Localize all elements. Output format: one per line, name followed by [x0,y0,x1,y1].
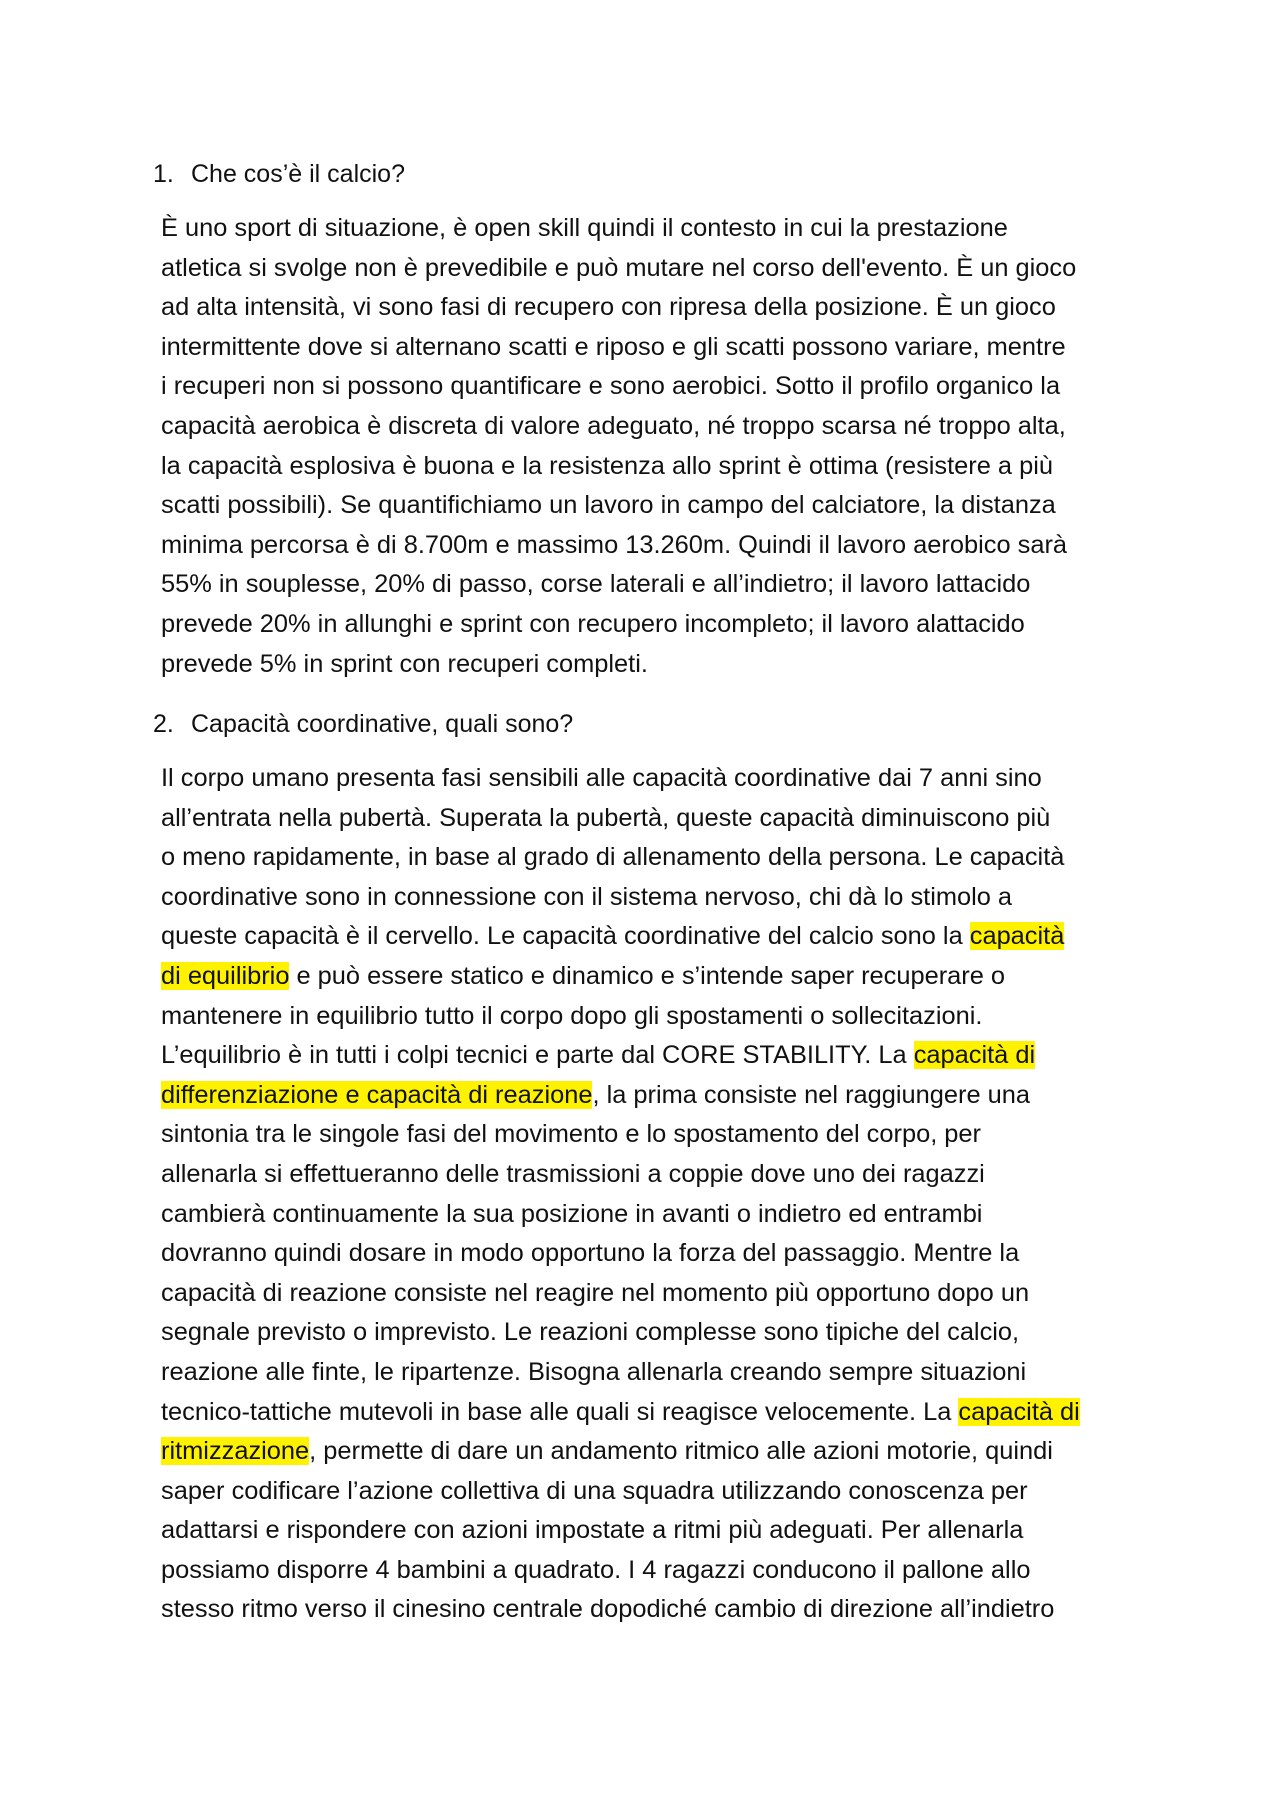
line-text: saper codificare l’azione collettiva di una squadra utilizzando conoscenza per [161,1476,1028,1505]
question-title: Capacità coordinative, quali sono? [191,710,574,738]
highlighted-term: capacità di [958,1397,1080,1426]
highlighted-term: di equilibrio [161,961,290,990]
paragraph-line [161,1195,1171,1235]
highlighted-term: ritmizzazione [161,1437,310,1466]
paragraph-line [161,799,1171,839]
paragraph-line: i recuperi non si possono quantificare e sono aerobici. Sotto il profilo organico la [161,372,1061,401]
line-text: sintonia tra le singole fasi del movimento e lo spostamento del corpo, per [161,1120,982,1149]
line-text: , la prima consiste nel raggiungere una [592,1080,1031,1109]
line-text: o meno rapidamente, in base al grado di allenamento della persona. Le capacità [161,843,1065,872]
paragraph-line [161,1274,1171,1314]
paragraph-line [161,1393,1171,1433]
line-text: allenarla si effettueranno delle trasmissioni a coppie dove uno dei ragazzi [161,1159,985,1188]
line-text: reazione alle finte, le ripartenze. Bisogna allenarla creando sempre situazioni [161,1357,1027,1386]
paragraph-line: capacità aerobica è discreta di valore adeguato, né troppo scarsa né troppo alta, [161,411,1066,440]
line-text: dovranno quindi dosare in modo opportuno la forza del passaggio. Mentre la [161,1239,1020,1268]
paragraph-line: atletica si svolge non è prevedibile e può mutare nel corso dell'evento. È un gioco [161,253,1077,282]
paragraph-line: minima percorsa è di 8.700m e massimo 13.260m. Quindi il lavoro aerobico sarà [161,530,1068,559]
question-title: Che cos’è il calcio? [191,160,405,188]
paragraph-line [161,838,1171,878]
paragraph-line [161,1036,1171,1076]
paragraph-line [161,957,1171,997]
paragraph-line [161,1472,1171,1512]
answer-paragraph-2 [161,759,1171,1630]
line-text: coordinative sono in connessione con il sistema nervoso, chi dà lo stimolo a [161,882,1013,911]
paragraph-line [161,1115,1171,1155]
paragraph-line [161,1234,1171,1274]
line-text: queste capacità è il cervello. Le capacità coordinative del calcio sono la [161,922,970,951]
list-number: 1. [153,160,174,188]
line-text: cambierà continuamente la sua posizione in avanti o indietro ed entrambi [161,1199,983,1228]
paragraph-line: È uno sport di situazione, è open skill quindi il contesto in cui la prestazione [161,214,1008,242]
line-text: all’entrata nella pubertà. Superata la pubertà, queste capacità diminuiscono più [161,803,1051,832]
paragraph-line [161,1432,1171,1472]
paragraph-line: 55% in souplesse, 20% di passo, corse laterali e all’indietro; il lavoro lattacido [161,570,1031,599]
paragraph-line [161,917,1171,957]
line-text: e può essere statico e dinamico e s’intende saper recuperare o [289,961,1006,990]
paragraph-line: ad alta intensità, vi sono fasi di recupero con ripresa della posizione. È un gioco [161,293,1056,322]
paragraph-line: prevede 20% in allunghi e sprint con recupero incompleto; il lavoro alattacido [161,609,1025,638]
highlighted-term: differenziazione e capacità di reazione [161,1080,593,1109]
paragraph-line: la capacità esplosiva è buona e la resistenza allo sprint è ottima (resistere a più [161,451,1053,480]
line-text: , permette di dare un andamento ritmico alle azioni motorie, quindi [309,1437,1053,1466]
list-number: 2. [153,710,174,738]
paragraph-line [161,997,1171,1037]
line-text: Il corpo umano presenta fasi sensibili alle capacità coordinative dai 7 anni sino [161,764,1042,792]
paragraph-line [161,1511,1171,1551]
line-text: stesso ritmo verso il cinesino centrale dopodiché cambio di direzione all’indietro [161,1595,1055,1624]
paragraph-line [161,759,1171,799]
line-text: adattarsi e rispondere con azioni impostate a ritmi più adeguati. Per allenarla [161,1516,1024,1545]
question-heading-1 [153,158,405,190]
paragraph-line: scatti possibili). Se quantifichiamo un lavoro in campo del calciatore, la distanza [161,491,1056,520]
line-text: possiamo disporre 4 bambini a quadrato. I 4 ragazzi conducono il pallone allo [161,1555,1031,1584]
line-text: mantenere in equilibrio tutto il corpo dopo gli spostamenti o sollecitazioni. [161,1001,983,1030]
paragraph-line [161,1551,1171,1591]
line-text: tecnico-tattiche mutevoli in base alle quali si reagisce velocemente. La [161,1397,959,1426]
paragraph-line [161,878,1171,918]
paragraph-line: intermittente dove si alternano scatti e riposo e gli scatti possono variare, mentre [161,332,1066,361]
paragraph-line [161,1155,1171,1195]
paragraph-line [161,1353,1171,1393]
answer-paragraph-1 [161,209,1171,684]
paragraph-line [161,1076,1171,1116]
highlighted-term: capacità [969,922,1065,951]
paragraph-line [161,1313,1171,1353]
paragraph-line [161,1590,1171,1630]
line-text: capacità di reazione consiste nel reagire nel momento più opportuno dopo un [161,1278,1030,1307]
paragraph-line: prevede 5% in sprint con recuperi completi. [161,649,648,678]
line-text: segnale previsto o imprevisto. Le reazioni complesse sono tipiche del calcio, [161,1318,1020,1347]
line-text: L’equilibrio è in tutti i colpi tecnici e parte dal CORE STABILITY. La [161,1041,914,1070]
highlighted-term: capacità di [913,1041,1036,1070]
question-heading-2 [153,708,573,740]
